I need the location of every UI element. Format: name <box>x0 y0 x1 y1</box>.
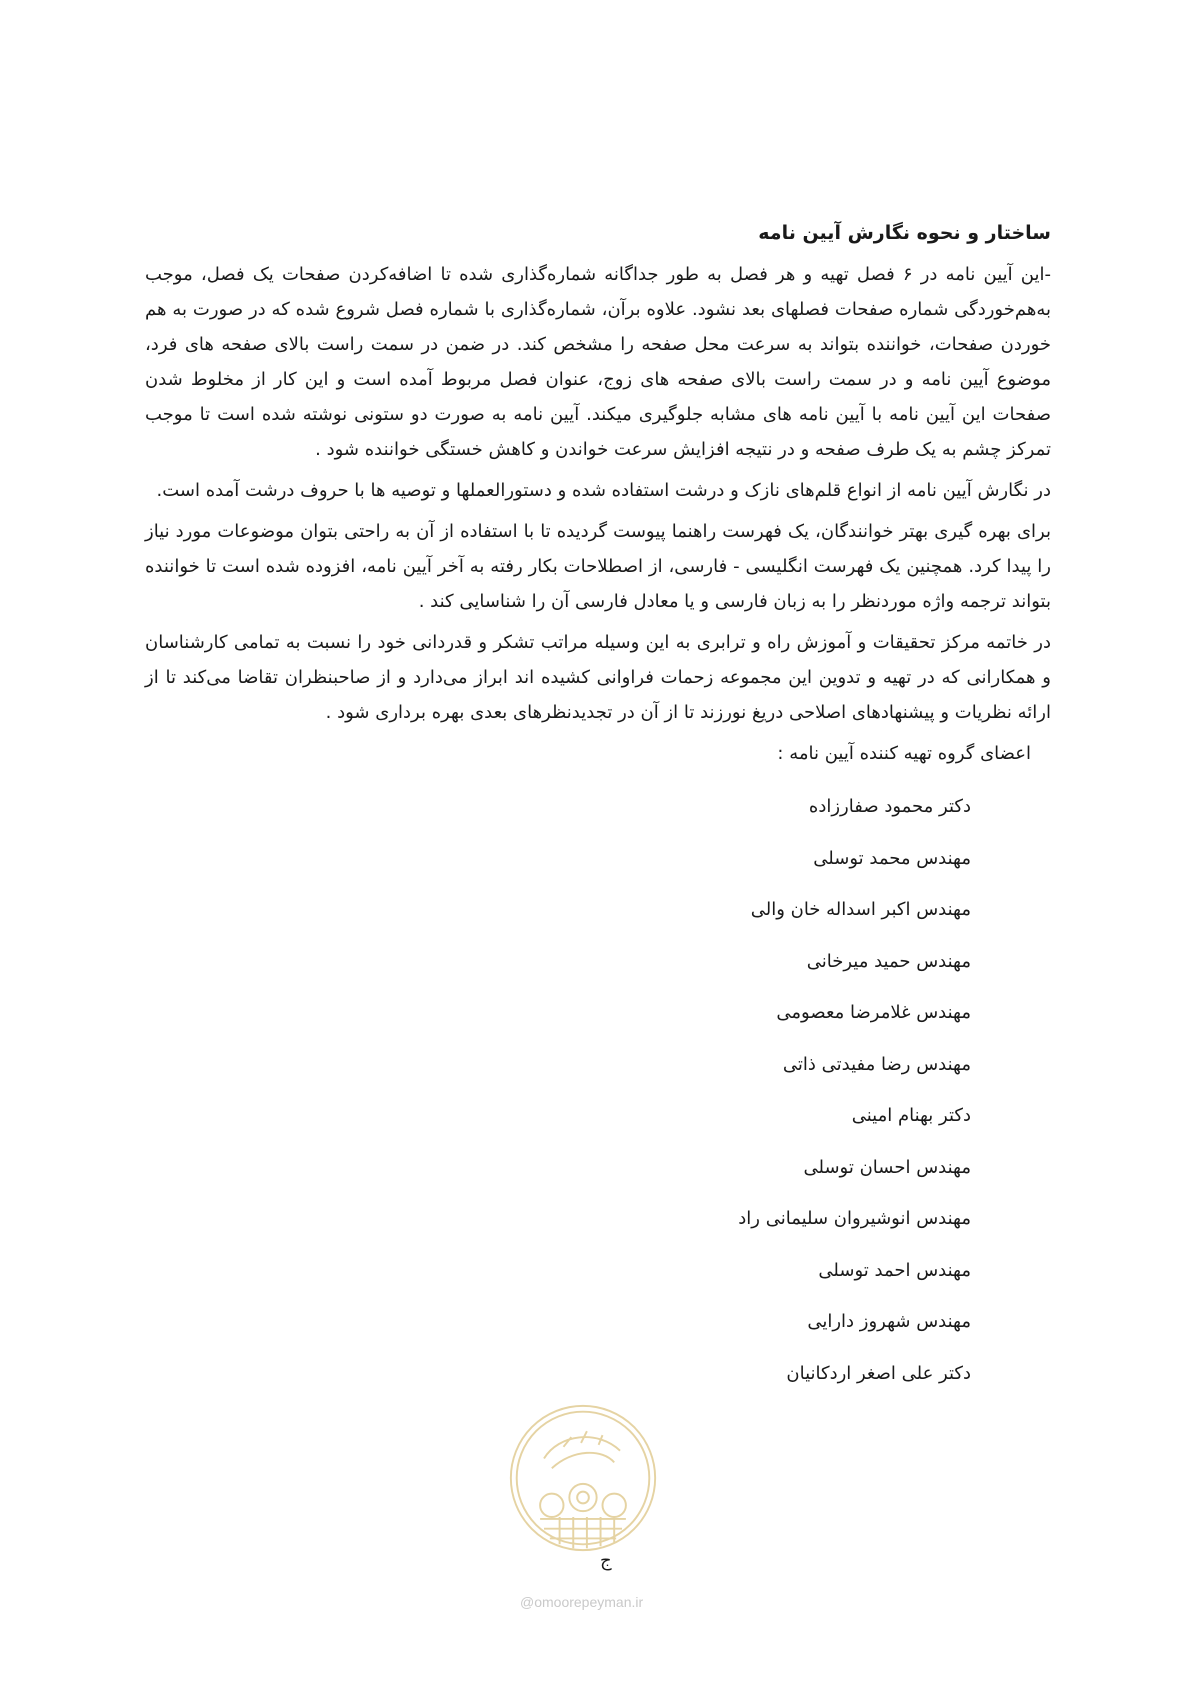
document-body <box>145 215 1051 1399</box>
member-item: دکتر بهنام امینی <box>851 1105 971 1126</box>
member-item: مهندس رضا مفیدتی ذاتی <box>782 1053 971 1075</box>
paragraph-structure: -این آیین نامه در ۶ فصل تهیه و هر فصل به طور جداگانه شماره‌گذاری شده تا اضافه‌کردن صفحات یک فصل، موجب به‌هم‌خوردگی شماره صفحات فصلهای بعد نشود. علاوه برآن، شماره‌گذاری با شماره فصل شروع شده که در صورت به هم خوردن صفحات، خواننده بتواند به سرعت محل صفحه را مشخص کند. در ضمن در سمت راست بالای صفحه های فرد، موضوع آیین نامه و در سمت راست بالای صفحه های زوج، عنوان فصل مربوط آمده است و این کار از مخلوط شدن صفحات این آیین نامه با آیین نامه های مشابه جلوگیری میکند. آیین نامه به صورت دو ستونی نوشته شده است تا موجب تمرکز چشم به یک طرف صفحه و در نتیجه افزایش سرعت خواندن و کاهش خستگی خواننده شود . <box>145 264 1051 460</box>
member-item: دکتر علی اصغر اردکانیان <box>786 1362 971 1384</box>
paragraph-index: برای بهره گیری بهتر خوانندگان، یک فهرست راهنما پیوست گردیده تا با استفاده از آن به راحتی بتوان موضوعات مورد نیاز را پیدا کرد. همچنین یک فهرست انگلیسی - فارسی، از اصطلاحات بکار رفته به آخر آیین نامه، افزوده شده است تا خواننده بتواند ترجمه واژه موردنظر را به زبان فارسی و یا معادل فارسی آن را شناسایی کند . <box>145 521 1051 612</box>
paragraph-fonts: در نگارش آیین نامه از انواع قلم‌های نازک و درشت استفاده شده و دستورالعملها و توصیه ها با حروف درشت آمده است. <box>156 480 1051 501</box>
member-item: مهندس احسان توسلی <box>803 1156 971 1178</box>
member-item: مهندس اکبر اسداله خان والی <box>750 899 971 920</box>
section-title: ساختار و نحوه نگارش آیین نامه <box>758 222 1051 244</box>
member-item: مهندس غلامرضا معصومی <box>776 1002 971 1023</box>
watermark-logo-icon <box>505 1400 661 1556</box>
member-item: مهندس حمید میرخانی <box>806 950 971 972</box>
members-list <box>145 781 1051 1399</box>
site-watermark-text: @omoorepeyman.ir <box>520 1594 644 1610</box>
paragraph-acknowledgement: در خاتمه مرکز تحقیقات و آموزش راه و ترابری به این وسیله مراتب تشکر و قدردانی خود را نسبت به تمامی کارشناسان و همکارانی که در تهیه و تدوین این مجموعه زحمات فراوانی کشیده اند ابراز می‌دارد و از صاحبنظران تقاضا می‌کند تا از ارائه نظریات و پیشنهادهای اصلاحی دریغ نورزند تا از آن در تجدیدنظرهای بعدی بهره برداری شود . <box>145 632 1051 723</box>
members-label: اعضای گروه تهیه کننده آیین نامه : <box>777 743 1031 764</box>
member-item: مهندس محمد توسلی <box>813 847 971 869</box>
member-item: مهندس شهروز دارایی <box>807 1311 971 1332</box>
page-number: ج <box>600 1550 612 1571</box>
member-item: مهندس احمد توسلی <box>818 1259 971 1281</box>
member-item: دکتر محمود صفارزاده <box>808 796 971 817</box>
member-item: مهندس انوشیروان سلیمانی راد <box>738 1208 971 1229</box>
